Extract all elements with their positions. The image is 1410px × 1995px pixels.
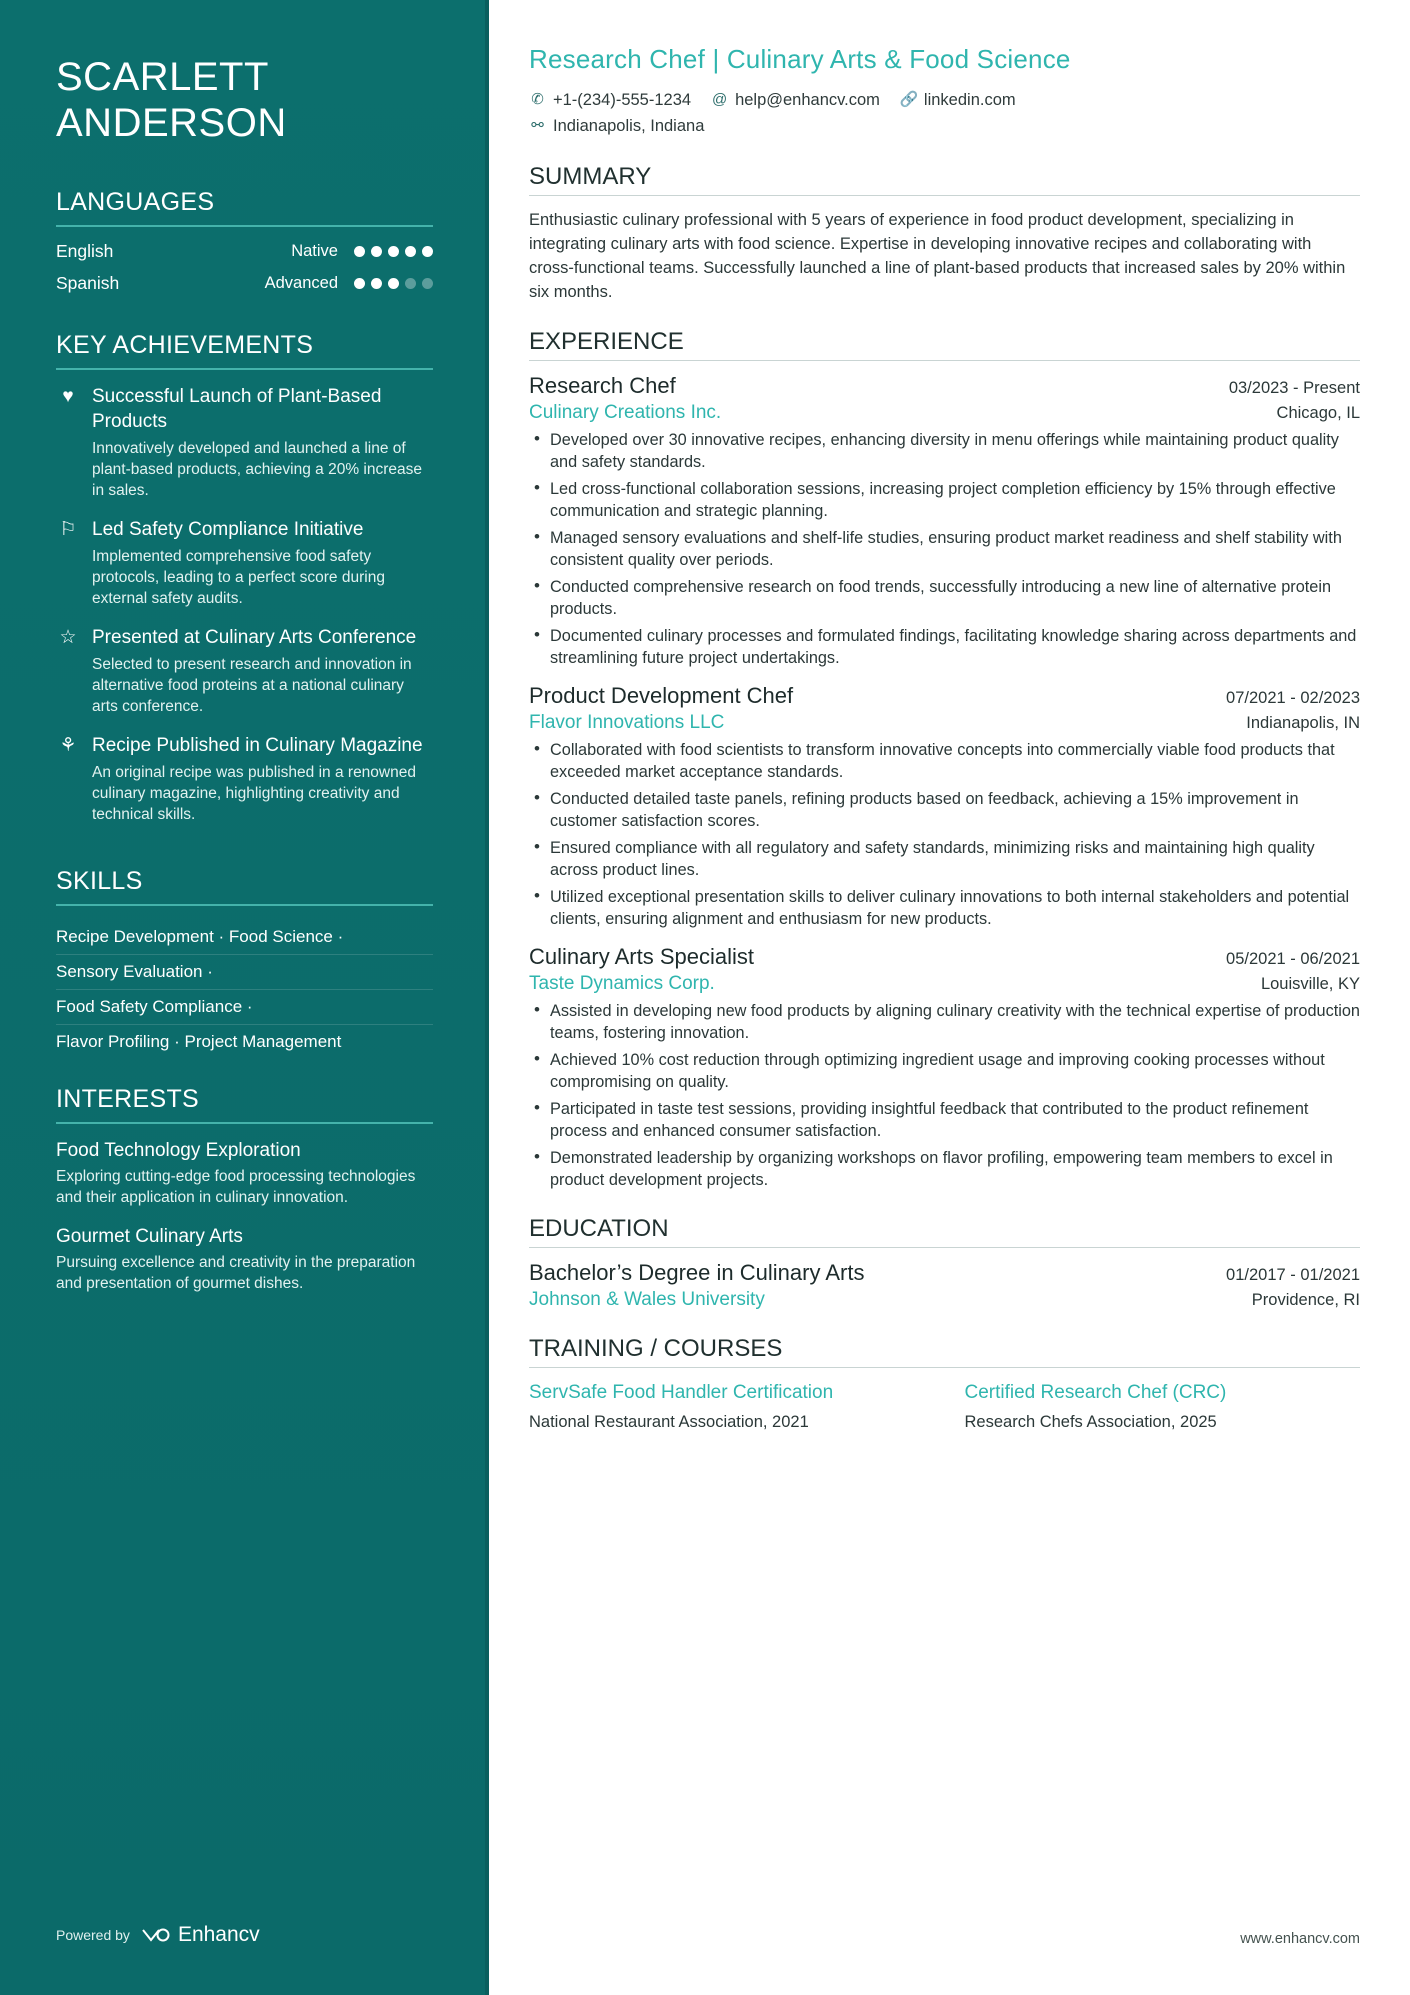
job-bullet: • Conducted comprehensive research on food trends, successfully introducing a new line of alternative protein products. xyxy=(529,576,1360,620)
enhancv-logo xyxy=(141,1923,260,1947)
candidate-name xyxy=(56,54,433,146)
experience-section-title: EXPERIENCE xyxy=(529,328,684,355)
rating-dot xyxy=(388,246,399,257)
language-item xyxy=(56,273,433,294)
contact-row-primary xyxy=(529,87,1360,113)
language-level: Native xyxy=(291,242,338,260)
education-location: Providence, RI xyxy=(1251,1291,1360,1309)
job-bullets xyxy=(529,739,1360,930)
achievement-description: An original recipe was published in a renowned culinary magazine, highlighting creativity and technical skills. xyxy=(92,764,416,823)
award-icon: ⚘ xyxy=(59,735,77,756)
language-name: Spanish xyxy=(56,273,120,293)
rating-dot xyxy=(371,278,382,289)
achievement-item xyxy=(56,517,433,609)
rating-dot xyxy=(388,278,399,289)
contact-location-text: Indianapolis, Indiana xyxy=(553,117,705,135)
job-bullet: • Assisted in developing new food products by aligning culinary creativity with the technical expertise of production teams, fostering innovation. xyxy=(529,1000,1360,1044)
achievement-item xyxy=(56,733,433,825)
interest-item xyxy=(56,1138,433,1208)
training-item xyxy=(965,1380,1361,1432)
spacer xyxy=(56,841,433,867)
achievement-title: Successful Launch of Plant-Based Products xyxy=(92,386,382,432)
job-bullets xyxy=(529,1000,1360,1191)
training-item xyxy=(529,1380,925,1432)
experience-item xyxy=(529,683,1360,930)
skills-section xyxy=(56,867,433,1059)
job-bullet: • Participated in taste test sessions, providing insightful feedback that contributed to the product refinement process and enhanced consumer satisfaction. xyxy=(529,1098,1360,1142)
heart-icon: ♥ xyxy=(62,386,74,407)
skill-line: Sensory Evaluation · xyxy=(56,955,433,990)
divider xyxy=(529,1367,1360,1368)
contact-email[interactable] xyxy=(711,87,880,113)
rating-dot xyxy=(371,246,382,257)
training-name: Certified Research Chef (CRC) xyxy=(964,1382,1227,1403)
job-bullets xyxy=(529,429,1360,669)
rating-dot xyxy=(405,246,416,257)
training-organization: National Restaurant Association, 2021 xyxy=(529,1413,809,1431)
skills-title: SKILLS xyxy=(56,867,143,895)
achievement-description: Selected to present research and innovation in alternative food proteins at a national culinary arts conference. xyxy=(92,656,412,715)
interest-description: Exploring cutting-edge food processing technologies and their application in culinary innovation. xyxy=(56,1168,416,1206)
language-rating xyxy=(354,278,433,289)
link-icon: 🔗 xyxy=(899,91,919,108)
achievement-title: Led Safety Compliance Initiative xyxy=(92,519,364,540)
job-bullet: • Documented culinary processes and formulated findings, facilitating knowledge sharing across departments and streamlining future project undertakings. xyxy=(529,625,1360,669)
job-location: Chicago, IL xyxy=(1276,404,1360,422)
email-icon: @ xyxy=(711,91,728,108)
map-pin-icon: ⚯ xyxy=(531,117,544,134)
contact-row-location xyxy=(529,113,1360,139)
achievement-item xyxy=(56,384,433,501)
skill-line: Recipe Development · Food Science · xyxy=(56,920,433,955)
achievement-title: Recipe Published in Culinary Magazine xyxy=(92,735,423,756)
contact-linkedin[interactable] xyxy=(900,87,1016,113)
summary-text: Enthusiastic culinary professional with 5 years of experience in food product development, specializing in integrating culinary arts with food science. Expertise in developing innovative recipes and collaborating with cross-functional teams. Successfully launched a line of plant-based products that increased sales by 20% within six months. xyxy=(529,211,1346,301)
divider xyxy=(56,1122,433,1124)
page-title: Research Chef | Culinary Arts & Food Science xyxy=(529,44,1071,74)
job-date: 05/2021 - 06/2021 xyxy=(1226,950,1360,968)
interest-item xyxy=(56,1224,433,1294)
training-list xyxy=(529,1380,1360,1432)
education-date: 01/2017 - 01/2021 xyxy=(1226,1266,1360,1284)
languages-section xyxy=(56,188,433,294)
job-bullet: • Ensured compliance with all regulatory and safety standards, minimizing risks and maintaining high quality across product lines. xyxy=(529,837,1360,881)
contact-linkedin-text: linkedin.com xyxy=(923,91,1016,109)
education-degree: Bachelor’s Degree in Culinary Arts xyxy=(529,1260,865,1285)
enhancv-mark-icon xyxy=(141,1925,171,1945)
job-bullet: • Developed over 30 innovative recipes, enhancing diversity in menu offerings while maintaining product quality and safety standards. xyxy=(529,429,1360,473)
divider xyxy=(529,360,1360,361)
rating-dot xyxy=(354,278,365,289)
achievements-section xyxy=(56,331,433,825)
interests-title: INTERESTS xyxy=(56,1085,199,1113)
skill-line: Food Safety Compliance · xyxy=(56,990,433,1025)
training-section-title: TRAINING / COURSES xyxy=(529,1335,783,1362)
divider xyxy=(56,904,433,906)
job-company: Taste Dynamics Corp. xyxy=(529,973,715,994)
job-location: Indianapolis, IN xyxy=(1246,714,1360,732)
divider xyxy=(529,1247,1360,1248)
contact-phone[interactable] xyxy=(529,87,691,113)
training-name: ServSafe Food Handler Certification xyxy=(529,1382,834,1403)
job-bullet: • Collaborated with food scientists to transform innovative concepts into commercially viable food products that exceeded market acceptance standards. xyxy=(529,739,1360,783)
experience-item xyxy=(529,373,1360,669)
achievement-title: Presented at Culinary Arts Conference xyxy=(92,627,417,648)
enhancv-wordmark: Enhancv xyxy=(177,1923,260,1946)
job-location: Louisville, KY xyxy=(1260,975,1360,993)
summary-section-title: SUMMARY xyxy=(529,163,652,190)
job-date: 07/2021 - 02/2023 xyxy=(1226,689,1360,707)
job-bullet: • Utilized exceptional presentation skills to deliver culinary innovations to both internal stakeholders and potential clients, ensuring alignment and enthusiasm for new products. xyxy=(529,886,1360,930)
contact-email-text: help@enhancv.com xyxy=(735,91,880,109)
interest-description: Pursuing excellence and creativity in the preparation and presentation of gourmet dishes. xyxy=(56,1254,416,1292)
language-name: English xyxy=(56,241,114,261)
rating-dot xyxy=(405,278,416,289)
job-company: Culinary Creations Inc. xyxy=(529,402,722,423)
rating-dot xyxy=(422,278,433,289)
job-title: Research Chef xyxy=(529,373,676,398)
divider xyxy=(529,195,1360,196)
languages-title: LANGUAGES xyxy=(56,188,215,216)
spacer xyxy=(56,305,433,331)
language-item xyxy=(56,241,433,262)
job-bullet: • Demonstrated leadership by organizing workshops on flavor profiling, empowering team members to excel in product development projects. xyxy=(529,1147,1360,1191)
candidate-last-name: ANDERSON xyxy=(56,101,287,145)
divider xyxy=(56,368,433,370)
achievement-description: Innovatively developed and launched a line of plant-based products, achieving a 20% increase in sales. xyxy=(92,440,423,499)
education-school: Johnson & Wales University xyxy=(529,1289,765,1310)
job-bullet: • Achieved 10% cost reduction through optimizing ingredient usage and improving cooking processes without compromising on quality. xyxy=(529,1049,1360,1093)
main-content xyxy=(489,0,1410,1995)
contact-block xyxy=(529,87,1360,139)
achievement-item xyxy=(56,625,433,717)
powered-by xyxy=(56,1923,260,1947)
job-bullet: • Conducted detailed taste panels, refining products based on feedback, achieving a 15% improvement in customer satisfaction scores. xyxy=(529,788,1360,832)
interest-title: Food Technology Exploration xyxy=(56,1140,301,1161)
job-title: Culinary Arts Specialist xyxy=(529,944,754,969)
powered-by-label: Powered by xyxy=(56,1927,130,1943)
achievements-title: KEY ACHIEVEMENTS xyxy=(56,331,314,359)
skill-line: Flavor Profiling · Project Management xyxy=(56,1032,342,1051)
training-organization: Research Chefs Association, 2025 xyxy=(964,1413,1217,1431)
website-footer: www.enhancv.com xyxy=(1240,1931,1360,1947)
job-title: Product Development Chef xyxy=(529,683,794,708)
sidebar xyxy=(0,0,489,1995)
flag-icon: ⚐ xyxy=(59,519,77,540)
experience-item xyxy=(529,944,1360,1191)
star-icon: ☆ xyxy=(59,627,77,648)
language-level: Advanced xyxy=(264,274,338,292)
language-rating xyxy=(354,246,433,257)
contact-location xyxy=(529,113,704,139)
job-date: 03/2023 - Present xyxy=(1228,379,1360,397)
rating-dot xyxy=(354,246,365,257)
rating-dot xyxy=(422,246,433,257)
interests-section xyxy=(56,1085,433,1294)
spacer xyxy=(56,1059,433,1085)
achievement-description: Implemented comprehensive food safety protocols, leading to a perfect score during external safety audits. xyxy=(92,548,385,607)
contact-phone-text: +1-(234)-555-1234 xyxy=(553,91,692,109)
job-bullet: • Led cross-functional collaboration sessions, increasing project completion efficiency by 15% through effective communication and strategic planning. xyxy=(529,478,1360,522)
education-section-title: EDUCATION xyxy=(529,1215,669,1242)
job-company: Flavor Innovations LLC xyxy=(529,712,725,733)
interest-title: Gourmet Culinary Arts xyxy=(56,1226,243,1247)
education-item xyxy=(529,1260,1360,1311)
divider xyxy=(56,225,433,227)
candidate-first-name: SCARLETT xyxy=(56,55,269,99)
phone-icon: ✆ xyxy=(531,91,544,108)
job-bullet: • Managed sensory evaluations and shelf-life studies, ensuring product market readiness and shelf stability with consistent quality over periods. xyxy=(529,527,1360,571)
